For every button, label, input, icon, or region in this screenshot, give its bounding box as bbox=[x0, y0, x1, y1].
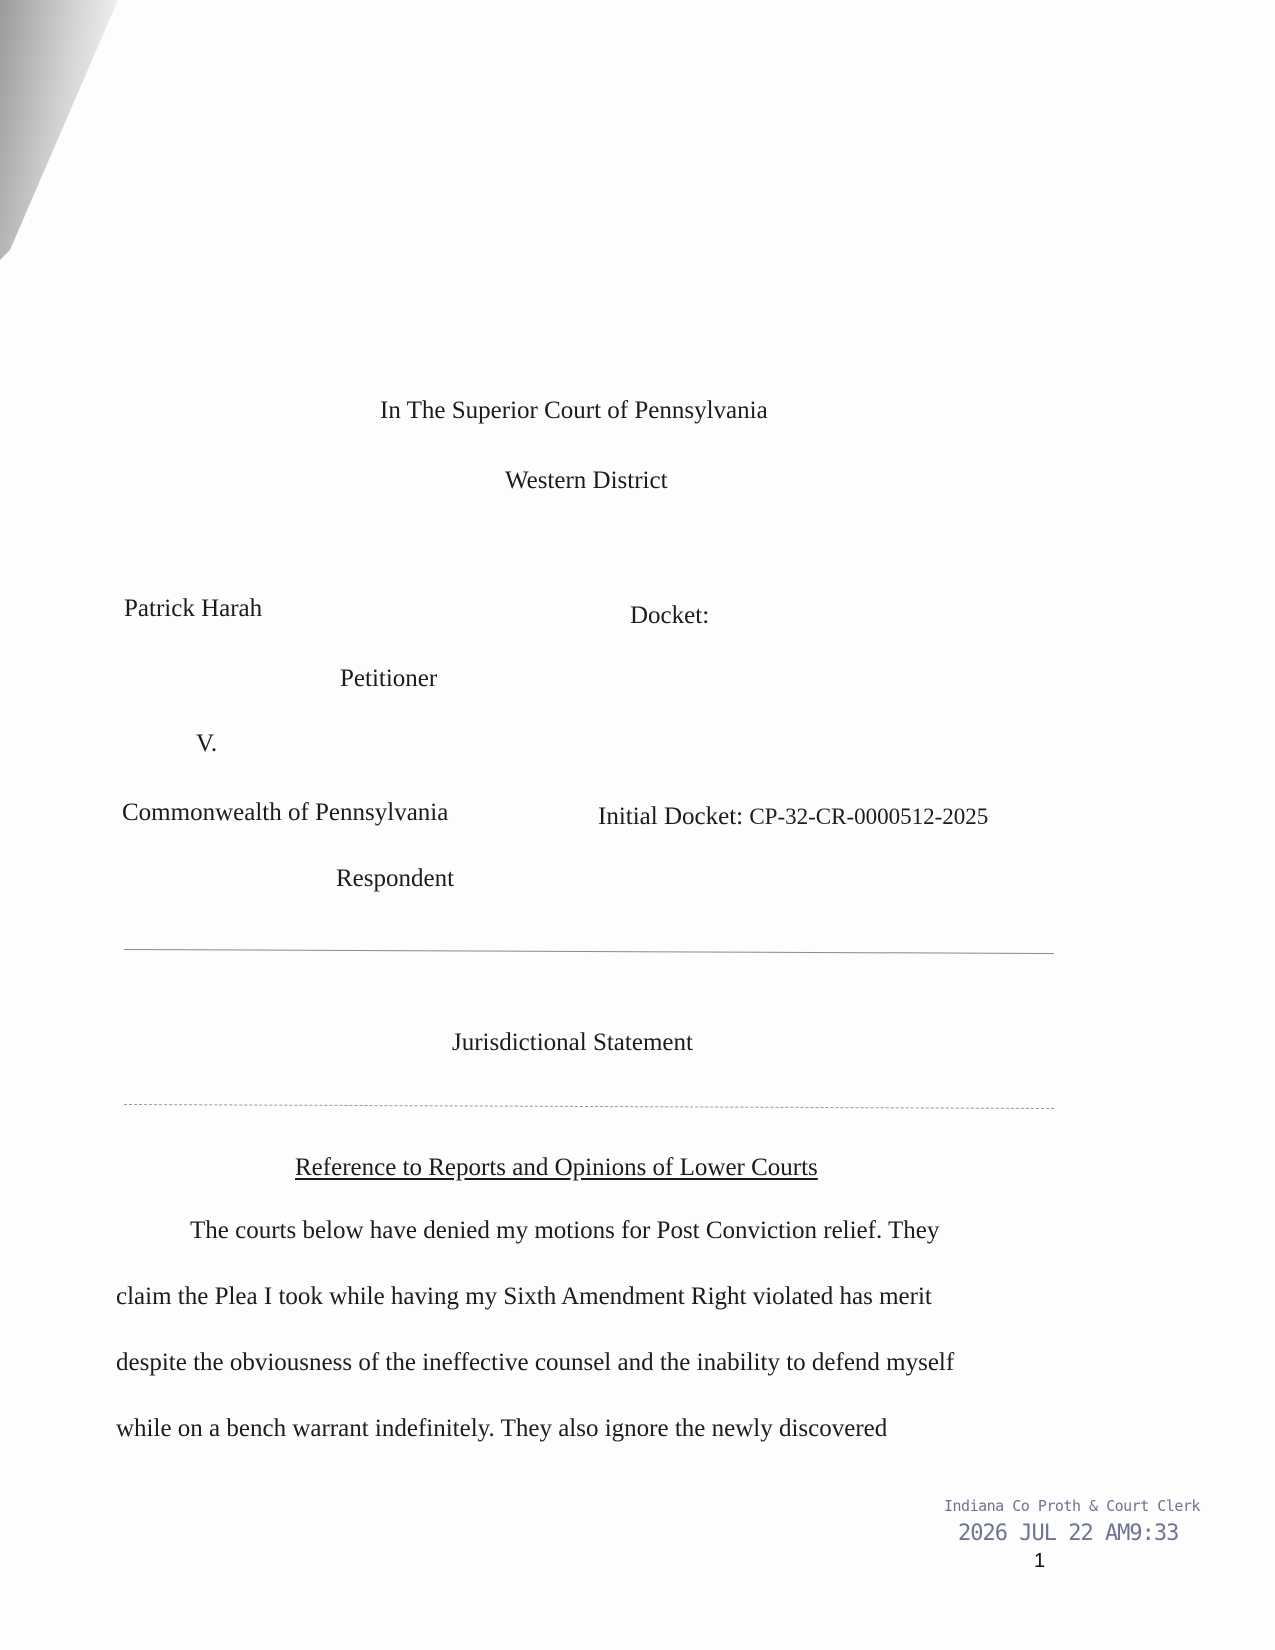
versus-label: V. bbox=[196, 730, 218, 757]
body-paragraph bbox=[116, 1198, 1066, 1462]
page-curl-shadow bbox=[0, 0, 130, 260]
district-name: Western District bbox=[505, 467, 668, 494]
document-title: Jurisdictional Statement bbox=[452, 1029, 693, 1056]
body-line: claim the Plea I took while having my Sixth Amendment Right violated has merit bbox=[116, 1283, 932, 1310]
section-heading: Reference to Reports and Opinions of Lower Courts bbox=[295, 1154, 818, 1181]
initial-docket-label: Initial Docket: bbox=[598, 803, 744, 830]
clerk-stamp-office: Indiana Co Proth & Court Clerk bbox=[944, 1497, 1200, 1515]
body-line: The courts below have denied my motions for Post Conviction relief. They bbox=[190, 1217, 940, 1244]
body-line: while on a bench warrant indefinitely. They also ignore the newly discovered bbox=[116, 1415, 888, 1442]
petitioner-role: Petitioner bbox=[340, 665, 438, 692]
respondent-name: Commonwealth of Pennsylvania bbox=[122, 799, 449, 826]
petitioner-name: Patrick Harah bbox=[124, 595, 263, 622]
body-line: despite the obviousness of the ineffective counsel and the inability to defend myself bbox=[116, 1349, 955, 1376]
respondent-role: Respondent bbox=[336, 865, 455, 892]
court-name: In The Superior Court of Pennsylvania bbox=[380, 397, 768, 424]
caption-divider-bottom bbox=[124, 1104, 1054, 1109]
clerk-stamp-date: 2026 JUL 22 AM9:33 bbox=[958, 1521, 1179, 1546]
initial-docket bbox=[598, 804, 988, 829]
initial-docket-number: CP-32-CR-0000512-2025 bbox=[749, 804, 989, 829]
page-number: 1 bbox=[1034, 1550, 1046, 1572]
caption-divider-top bbox=[124, 949, 1054, 954]
docket-label: Docket: bbox=[630, 602, 710, 629]
